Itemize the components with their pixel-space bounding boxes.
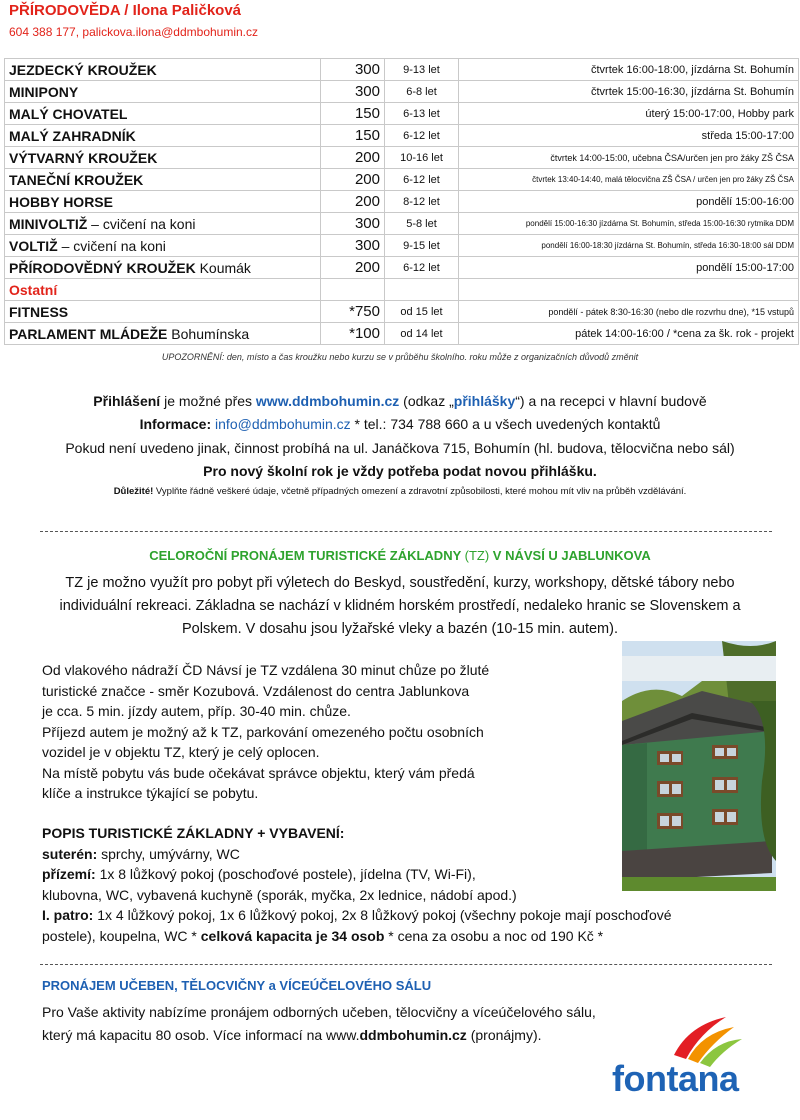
activities-table <box>4 58 799 345</box>
activity-name-bold: PARLAMENT MLÁDEŽE <box>9 325 168 342</box>
rent-text <box>42 1001 662 1047</box>
floor-text: 1x 8 lůžkový pokoj (poschoďové postele), jídelna (TV, Wi-Fi), <box>95 866 476 882</box>
activity-name <box>5 169 321 191</box>
info-line <box>0 416 800 432</box>
activity-row <box>5 213 799 235</box>
activity-name-suffix: – cvičení na koni <box>87 215 196 232</box>
floor-label: přízemí: <box>42 866 96 882</box>
activity-schedule: čtvrtek 15:00-16:30, jízdárna St. Bohumín <box>459 81 799 103</box>
activity-schedule: pátek 14:00-16:00 / *cena za šk. rok - projekt <box>459 323 799 345</box>
activity-schedule: čtvrtek 16:00-18:00, jízdárna St. Bohumín <box>459 59 799 81</box>
activity-price: 200 <box>321 191 385 213</box>
rent-line-text: (pronájmy). <box>466 1027 542 1043</box>
activity-age: 6-12 let <box>385 257 459 279</box>
activity-row <box>5 81 799 103</box>
activity-row <box>5 235 799 257</box>
activity-name-bold: TANEČNÍ KROUŽEK <box>9 171 144 188</box>
registration-text: je možné přes <box>160 393 256 409</box>
empty-cell <box>459 279 799 301</box>
text-line: Na místě pobytu vás bude očekávat správce objektu, který vám předá <box>42 764 475 781</box>
activity-price: *100 <box>321 323 385 345</box>
activity-schedule: pondělí 15:00-16:00 <box>459 191 799 213</box>
rent-heading: PRONÁJEM UČEBEN, TĚLOCVIČNY a VÍCEÚČELOVÉHO SÁLU <box>42 978 432 993</box>
activity-row <box>5 169 799 191</box>
floor-text: sprchy, umývárny, WC <box>97 845 240 862</box>
warning-note: UPOZORNĚNÍ: den, místo a čas kroužku nebo kurzu se v průběhu školního. roku může z organizačních důvodů změnit <box>161 352 639 362</box>
activity-age: 9-15 let <box>385 235 459 257</box>
activity-name <box>5 191 321 213</box>
activity-age: od 15 let <box>385 301 459 323</box>
tz-intro: TZ je možno využít pro pobyt při výletech do Beskyd, soustředění, kurzy, workshopy, dětské tábory nebo individuální rekreaci. Základna se nachází v klidném horském prostředí, nedaleko hranic se Slovenskem a Polskem. V dosahu jsou lyžařské vleky a bazén (10-15 min. autem). <box>59 575 741 637</box>
registration-text: (odkaz „ <box>399 393 454 409</box>
activity-price: 200 <box>321 169 385 191</box>
activity-schedule: čtvrtek 14:00-15:00, učebna ČSA/určen jen pro žáky ZŠ ČSA <box>459 147 799 169</box>
logo-wordmark: fontana <box>612 1058 739 1099</box>
activity-age: 6-12 let <box>385 125 459 147</box>
tz-heading-abbr: (TZ) <box>464 548 490 563</box>
rent-line <box>42 1024 662 1047</box>
activity-name-suffix: Bohumínska <box>167 325 250 342</box>
important-text: Vyplňte řádně veškeré údaje, včetně případných omezení a zdravotní způsobilosti, které mohou mít vliv na průběh vzdělávání. <box>153 486 687 497</box>
activity-name <box>5 81 321 103</box>
registration-line <box>0 393 800 409</box>
activity-name <box>5 103 321 125</box>
activity-row <box>5 103 799 125</box>
text-line: Od vlakového nádraží ČD Návsí je TZ vzdálena 30 minut chůze po žluté <box>42 662 490 678</box>
activity-schedule: pondělí 15:00-16:30 jízdárna St. Bohumín, středa 15:00-16:30 rytmika DDM <box>459 213 799 235</box>
tz-heading <box>0 548 800 563</box>
activity-name-bold: MALÝ ZAHRADNÍK <box>9 127 136 144</box>
desc-line <box>42 864 772 885</box>
activity-name-bold: VOLTIŽ <box>9 237 58 254</box>
text-line: turistické značce - směr Kozubová. Vzdálenost do centra Jablunkova <box>42 682 470 699</box>
activity-name-bold: MINIPONY <box>9 83 79 100</box>
activity-row <box>5 301 799 323</box>
website-link[interactable]: ddmbohumin.cz <box>359 1027 467 1043</box>
contact-line: 604 388 177, palickova.ilona@ddmbohumin.cz <box>9 25 259 39</box>
activity-row <box>5 257 799 279</box>
empty-cell <box>385 279 459 301</box>
activity-age: 10-16 let <box>385 147 459 169</box>
important-label: Důležité! <box>113 486 154 497</box>
activity-name-bold: JEZDECKÝ KROUŽEK <box>9 61 157 78</box>
tz-heading-text: CELOROČNÍ PRONÁJEM TURISTICKÉ ZÁKLADNY <box>149 548 465 563</box>
website-link[interactable]: www.ddmbohumin.cz <box>255 393 400 409</box>
activity-name <box>5 147 321 169</box>
activity-name <box>5 323 321 345</box>
activity-schedule: čtvrtek 13:40-14:40, malá tělocvična ZŠ ČSA / určen jen pro žáky ZŠ ČSA <box>459 169 799 191</box>
section-title: PŘÍRODOVĚDA / Ilona Paličková <box>9 2 242 19</box>
activity-schedule: pondělí 15:00-17:00 <box>459 257 799 279</box>
rent-line-text: který má kapacitu 80 osob. Více informací na www. <box>42 1027 360 1043</box>
activity-age: 8-12 let <box>385 191 459 213</box>
activity-name <box>5 59 321 81</box>
price-text: * cena za osobu a noc od 190 Kč * <box>384 927 604 944</box>
tz-description <box>42 823 772 946</box>
important-line <box>0 486 800 497</box>
info-label: Informace: <box>139 416 216 432</box>
divider <box>40 964 772 965</box>
desc-title <box>42 823 772 844</box>
activity-price: 150 <box>321 103 385 125</box>
activity-age: od 14 let <box>385 323 459 345</box>
activity-price: *750 <box>321 301 385 323</box>
activity-row <box>5 191 799 213</box>
desc-line: klubovna, WC, vybavená kuchyně (sporák, myčka, 2x lednice, nádobí apod.) <box>42 886 517 903</box>
info-email-link[interactable]: info@ddmbohumin.cz <box>215 416 351 432</box>
empty-cell <box>321 279 385 301</box>
floor-label: suterén: <box>42 845 98 862</box>
capacity-text: celková kapacita je 34 osob <box>200 927 385 944</box>
activity-price: 300 <box>321 81 385 103</box>
activity-age: 5-8 let <box>385 213 459 235</box>
tz-heading-text: V NÁVSÍ U JABLUNKOVA <box>489 548 651 563</box>
location-line: Pokud není uvedeno jinak, činnost probíhá na ul. Janáčkova 715, Bohumín (hl. budova, tělocvična nebo sál) <box>65 440 735 456</box>
activity-schedule: středa 15:00-17:00 <box>459 125 799 147</box>
activity-name <box>5 213 321 235</box>
new-application-line: Pro nový školní rok je vždy potřeba podat novou přihlášku. <box>203 463 597 479</box>
activity-price: 300 <box>321 235 385 257</box>
activity-name-bold: HOBBY HORSE <box>9 193 113 210</box>
activity-row <box>5 323 799 345</box>
activity-name <box>5 125 321 147</box>
activity-row <box>5 59 799 81</box>
text-line: vozidel je v objektu TZ, který je celý oplocen. <box>42 744 320 760</box>
activity-schedule: pondělí - pátek 8:30-16:30 (nebo dle rozvrhu dne), *15 vstupů <box>459 301 799 323</box>
desc-line <box>42 844 772 865</box>
desc-line <box>42 926 772 947</box>
registration-text: “) a na recepci v hlavní budově <box>515 393 707 409</box>
activity-name-bold: MALÝ CHOVATEL <box>9 105 128 122</box>
text-line: Příjezd autem je možný až k TZ, parkování omezeného počtu osobních <box>42 723 484 740</box>
desc-title-text: POPIS TURISTICKÉ ZÁKLADNY + VYBAVENÍ: <box>42 825 345 841</box>
activity-age: 6-13 let <box>385 103 459 125</box>
section-row <box>5 279 799 301</box>
floor-text: postele), koupelna, WC * <box>42 927 201 944</box>
activity-price: 300 <box>321 59 385 81</box>
activity-name-bold: FITNESS <box>9 303 69 320</box>
activity-age: 6-12 let <box>385 169 459 191</box>
activity-name-bold: PŘÍRODOVĚDNÝ KROUŽEK <box>9 259 196 276</box>
activity-price: 200 <box>321 147 385 169</box>
applications-link[interactable]: přihlášky <box>453 393 516 409</box>
tz-access-text <box>42 660 602 804</box>
activity-row <box>5 125 799 147</box>
activity-schedule: úterý 15:00-17:00, Hobby park <box>459 103 799 125</box>
activity-name <box>5 257 321 279</box>
desc-line <box>42 905 772 926</box>
activity-name <box>5 301 321 323</box>
floor-text: 1x 4 lůžkový pokoj, 1x 6 lůžkový pokoj, 2x 8 lůžkový pokoj (všechny pokoje mají poschoďové <box>93 907 672 923</box>
other-heading: Ostatní <box>5 279 321 301</box>
text-line: klíče a instrukce týkající se pobytu. <box>42 785 259 801</box>
activity-name-bold: MINIVOLTIŽ <box>9 215 88 232</box>
text-line: je cca. 5 min. jízdy autem, příp. 30-40 min. chůze. <box>42 703 351 719</box>
divider <box>40 531 772 532</box>
activity-price: 300 <box>321 213 385 235</box>
activity-name-bold: VÝTVARNÝ KROUŽEK <box>9 149 158 166</box>
activity-schedule: pondělí 16:00-18:30 jízdárna St. Bohumín, středa 16:30-18:00 sál DDM <box>459 235 799 257</box>
info-text: * tel.: 734 788 660 a u všech uvedených kontaktů <box>350 416 661 432</box>
activity-price: 200 <box>321 257 385 279</box>
activity-price: 150 <box>321 125 385 147</box>
activity-age: 6-8 let <box>385 81 459 103</box>
activity-name <box>5 235 321 257</box>
activity-age: 9-13 let <box>385 59 459 81</box>
activity-name-suffix: Koumák <box>195 259 251 276</box>
activity-row <box>5 147 799 169</box>
activity-name-suffix: – cvičení na koni <box>57 237 166 254</box>
floor-label: I. patro: <box>42 907 94 923</box>
rent-line: Pro Vaše aktivity nabízíme pronájem odborných učeben, tělocvičny a víceúčelového sálu, <box>42 1004 596 1020</box>
registration-label: Přihlášení <box>93 393 161 409</box>
